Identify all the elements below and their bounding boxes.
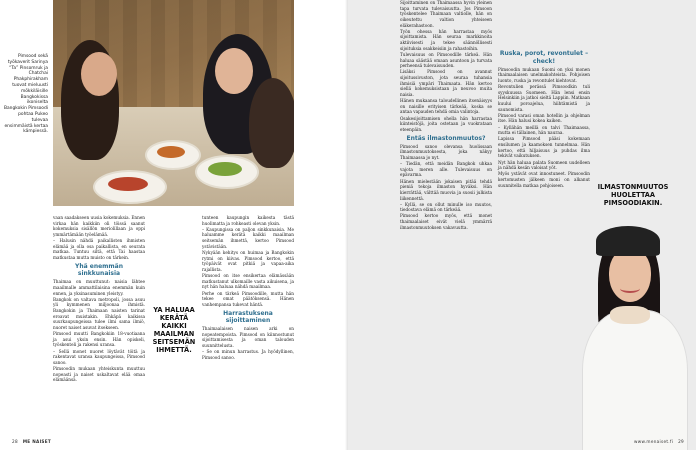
photo-caption: Pimsood sekä työkaverit Sarinya “Ta” Pinsomruk ja Chatchai Phakphirakham tuovat mieluusti mökkiläisille Bangkokissa ikoniselta Bangkokin Pimsoodi pohtaa Pukeo tulevaa ensimmäistä kertaa kämpiessä. bbox=[3, 54, 48, 135]
paragraph: Pimsoodin mukaan Suomi on yksi monen thaimaalaisen unelmakohteista. Pohjoisen luonto, ruska ja revontulet kiehtovat. bbox=[498, 66, 590, 83]
paragraph: Perhe on tärkeä Pimsoodille, mutta hän tekee omat päätöksensä. Hänen vanhempansa tukevat häntä. bbox=[202, 290, 294, 307]
subheading: Ruska, porot, revontulet – check! bbox=[499, 50, 589, 65]
subheading: Harrastuksena sijoittaminen bbox=[223, 309, 273, 324]
article-column-1 bbox=[53, 215, 145, 383]
portrait-photo bbox=[576, 222, 696, 450]
page-number: 28 bbox=[12, 439, 18, 444]
photo-food bbox=[208, 162, 242, 176]
page-number: 29 bbox=[678, 439, 684, 444]
article-column-4 bbox=[498, 50, 590, 188]
paragraph: Pimsoodin mukaan yhteiskunta muuttuu nopeasti ja naiset uskaltavat elää omaa elämäänsä. bbox=[53, 366, 145, 383]
website-url: www.menaiset.fi bbox=[634, 439, 674, 444]
paragraph: Hänen mukaansa taloudellinen itsenäisyys on naisille erityisen tärkeää, koska se antaa vapauden tehdä omia valintoja. bbox=[400, 98, 492, 115]
photo-face-left bbox=[81, 52, 117, 96]
paragraph: Pimsood varasi oman hotellin ja ohjelman itse. Hän halusi kokea kaiken. bbox=[498, 112, 590, 124]
paragraph: vaan saadakseen uusia kokemuksia. Ennen virkaa hän kaikkiin oli töissä saanut kokemuksia sisällön meriolillaan ja oppi ymmärtämään työelämää. bbox=[53, 215, 145, 237]
restaurant-photo bbox=[53, 0, 294, 206]
paragraph: Pimsood muutti Bangkokiin 18-vuotiaana ja asui yksin ensin. Hän opiskeli, työskenteli ja rakensi uransa. bbox=[53, 331, 145, 348]
paragraph: Hänen mielestään jokaisen pitää tehdä pieniä tekoja ilmaston hyväksi. Hän kierrättää, välttää muovia ja suosii julkista liikennettä. bbox=[400, 178, 492, 201]
paragraph: Pimsood sanoo olevansa huolissaan ilmastonmuutoksesta, joka näkyy Thaimaassa jo nyt. bbox=[400, 143, 492, 160]
article-column-2 bbox=[202, 215, 294, 360]
pull-quote: YA HALUAA KERÄTÄ KAIKKI MAAILMAN SEITSEMÄN IHMETTÄ. bbox=[152, 306, 196, 354]
paragraph: Työn ohessa hän harrastaa myös sijoittamista. Hän seuraa markkinoita aktiivisesti ja tekee säännöllisesti sijoituksia osakkeisiin ja rahastoihin. bbox=[400, 28, 492, 51]
subheading: Entäs ilmastonmuutos? bbox=[406, 134, 486, 142]
subheading: Yhä enemmän sinkkunaisia bbox=[75, 262, 123, 278]
portrait-face bbox=[609, 248, 651, 302]
paragraph: Nyt hän haluaa palata Suomeen uudelleen ja nähdä kesän valoisat yöt. bbox=[498, 159, 590, 171]
paragraph: Bangkok on valtava metropoli, jossa asuu yli kymmenen miljoonaa ihmistä. Bangkokin ja Thaimaan naisten tarinat eroavat muistakin. Ehkäpä kaikissa suurkaupungeissa tulee ilmi sama ilmiö, nuoret naiset asuvat itsekseen. bbox=[53, 296, 145, 330]
footer-right bbox=[634, 439, 684, 444]
right-page bbox=[348, 0, 696, 450]
paragraph: Pimsood on itse ensikertaa elämässään matkustanut ulkomaille vasta aikuisena, ja nyt hän haluaa nähdä maailmaa. bbox=[202, 273, 294, 290]
paragraph: – Sellä monet nuoret löytävät töitä ja rakentavat uransa kaupungeissa, Pimsood sanoo. bbox=[53, 348, 145, 365]
paragraph: Sijoittaminen on Thaimaassa hyvin yleinen tapa turvata tulevaisuutta. Jos Pimsoon työskentelee Thaimaan valtiolle, hän on oikeutettu valtion yhteiseen eläkerahastoon. bbox=[400, 0, 492, 28]
photo-food bbox=[157, 146, 185, 158]
paragraph: – Kyllähän meillä on talvi Thaimaassa, mutta ei tällainen, hän nauraa. bbox=[498, 124, 590, 136]
paragraph: Nykyään kehitys on huimaa ja Bangkokin rytmi on kiivas. Pimsood kertoo, että työpäivät ovat pitkiä ja vapaa-aika rajallista. bbox=[202, 249, 294, 272]
photo-food bbox=[108, 177, 148, 191]
paragraph: Thaimaalaisen naisen arki on nopeatempoista. Pimsood on kiinnostunut sijoittamisesta ja oman talouden suunnittelusta. bbox=[202, 326, 294, 348]
paragraph: Osakesijoittamisen ohella hän harrastaa kiinteistöjä, joita ostetaan ja vuokrataan eteenpäin. bbox=[400, 115, 492, 132]
brand-name: ME NAISET bbox=[22, 439, 52, 444]
portrait-coat bbox=[582, 310, 688, 450]
paragraph: Thaimaa on muuttunut: naisia lähtee maailmalle ammattilaisina enemmän kuin ennen, ja yksinasuminen yleistyy. bbox=[53, 279, 145, 296]
paragraph: Tulevaisuus on Pimsoodille tärkeä. Hän haluaa säästää omaan asuntoon ja turvata perheensä tulevaisuuden. bbox=[400, 51, 492, 69]
portrait-smile bbox=[620, 284, 640, 293]
pull-quote: ILMASTONMUUTOS HUOLETTAA PIMSOODIAKIN. bbox=[597, 183, 669, 207]
paragraph: Pimsood kertoo myös, että monet thaimaalaiset eivät vielä ymmärrä ilmastonmuutoksen vakavuutta. bbox=[400, 213, 492, 230]
paragraph: – Tiedän, että meidän Bangkok uhkaa vajota meren alle. Tulevaisuus on epävarma. bbox=[400, 161, 492, 178]
paragraph: – Kaupungissa on paljon sinkkunaisia. Me haluamme kerätä kaikki maailman seitsemän ihmettä, kertoo Pimsood ystävistään. bbox=[202, 226, 294, 249]
footer-left bbox=[12, 439, 51, 444]
photo-face-center bbox=[215, 48, 253, 94]
portrait-beanie bbox=[596, 226, 660, 256]
paragraph: tunteen kaupungin kaikesta tästä huolimatta ja rohkeasti olevan yksin. bbox=[202, 215, 294, 226]
paragraph: Revontulien perässä Pimsoodkin tuli syyskuussa Suomeen. Hän lensi ensin Helsinkiin ja jatkoi sieltä Lappiin. Matkaan kuului poroajelua, hiihtämistä ja saunomista. bbox=[498, 83, 590, 112]
paragraph: – Halusin nähdä paikallisten ihmisten elämää ja olla osa paikallista, en seurata matkaa. Tuntuu siltä, että Tai haastaa matkustaa mutta muisto on tärkein. bbox=[53, 238, 145, 261]
article-column-3 bbox=[400, 0, 492, 230]
paragraph: Myös ystävät ovat innostuneet. Pimsoodin kertomusten jälkeen moni on alkanut suunnitella matkaa pohjoiseen. bbox=[498, 171, 590, 188]
photo-person-right bbox=[249, 78, 294, 168]
portrait-scarf bbox=[610, 306, 650, 324]
paragraph: Lapissa Pimsood pääsi kokemaan ensilumen ja kaamoksen tunnelmaa. Hän kertoo, että hiljaisuus ja puhdas ilma tekivät vaikutuksen. bbox=[498, 136, 590, 159]
paragraph: – Kyllä, se on ollut minulle iso muutos, tiedostava elämä on tärkeää. bbox=[400, 201, 492, 213]
paragraph: – Se on minun harrastus. Ja hyödyllinen, Pimsood sanoo. bbox=[202, 349, 294, 360]
paragraph: Lisäksi Pimsood on avannut sijoitussivuston, jota seuraa tuhansia ihmisiä ympäri Thaimaata. Hän kertoo siellä kokemuksistaan ja neuvoo muita naisia. bbox=[400, 69, 492, 97]
